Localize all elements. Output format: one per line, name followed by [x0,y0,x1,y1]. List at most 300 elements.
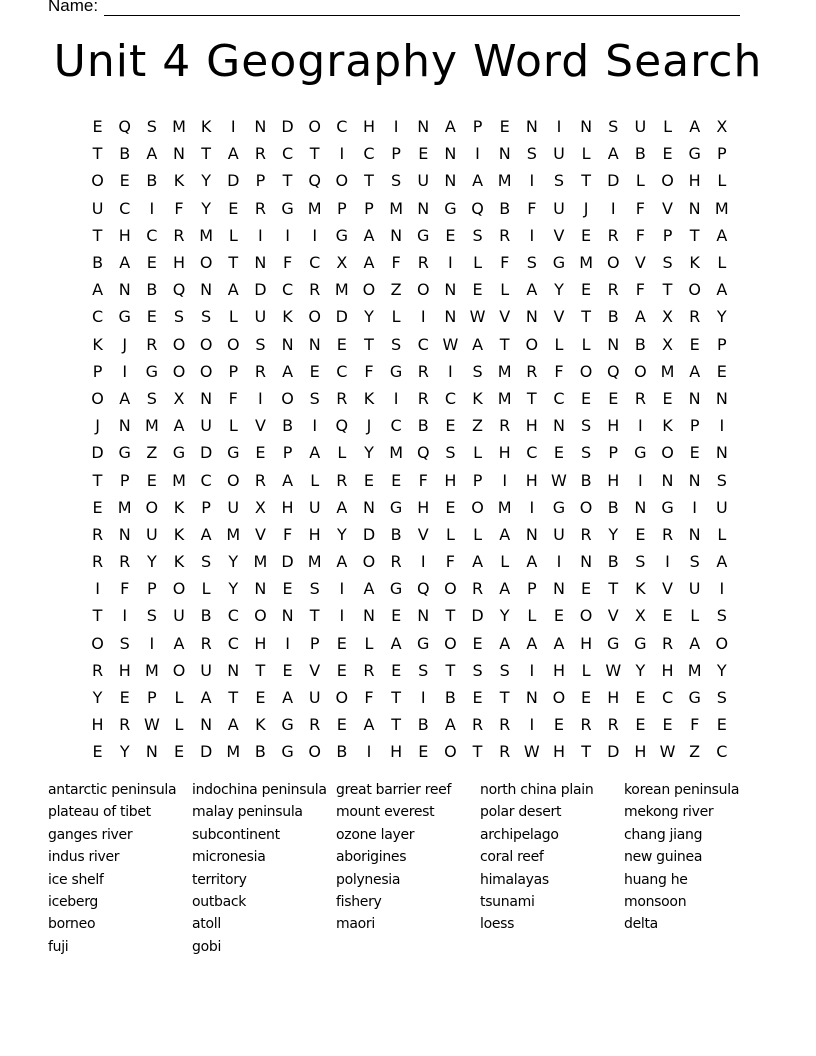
grid-letter[interactable]: G [417,633,430,653]
grid-letter[interactable]: A [227,144,239,164]
grid-letter[interactable]: D [281,117,294,137]
grid-letter[interactable]: A [607,144,619,164]
grid-letter[interactable]: T [255,660,266,680]
grid-letter[interactable]: K [662,416,673,436]
grid-letter[interactable]: H [498,443,511,463]
grid-letter[interactable]: I [339,579,345,599]
grid-letter[interactable]: K [635,579,646,599]
grid-letter[interactable]: B [254,742,266,762]
grid-letter[interactable]: U [688,579,701,599]
grid-letter[interactable]: O [145,497,159,517]
grid-letter[interactable]: E [445,416,456,436]
grid-letter[interactable]: V [607,606,619,626]
grid-letter[interactable]: I [719,416,725,436]
grid-letter[interactable]: U [145,524,158,544]
grid-letter[interactable]: E [363,470,375,490]
grid-letter[interactable]: L [690,606,700,626]
grid-letter[interactable]: N [552,416,565,436]
grid-letter[interactable]: U [173,606,185,626]
grid-letter[interactable]: B [92,253,104,273]
grid-letter[interactable]: Y [716,307,727,327]
grid-letter[interactable]: G [389,361,403,381]
grid-letter[interactable]: R [499,225,511,245]
grid-letter[interactable]: N [145,742,158,762]
grid-letter[interactable]: A [119,388,131,408]
grid-letter[interactable]: L [228,416,238,436]
grid-letter[interactable]: G [281,715,294,735]
grid-letter[interactable]: H [552,742,565,762]
grid-letter[interactable]: Y [554,280,564,300]
grid-letter[interactable]: E [336,715,347,735]
grid-letter[interactable]: R [92,552,104,572]
grid-letter[interactable]: M [660,361,675,381]
grid-letter[interactable]: O [525,334,539,354]
grid-letter[interactable]: U [254,307,267,327]
grid-letter[interactable]: B [607,307,619,327]
grid-letter[interactable]: I [339,606,345,626]
grid-letter[interactable]: B [417,715,429,735]
grid-letter[interactable]: I [258,225,263,245]
grid-letter[interactable]: A [526,552,538,572]
grid-letter[interactable]: T [499,688,510,708]
grid-letter[interactable]: R [499,715,511,735]
grid-letter[interactable]: O [308,742,321,762]
grid-letter[interactable]: A [689,117,701,137]
grid-letter[interactable]: T [472,742,483,762]
grid-letter[interactable]: P [309,633,320,653]
grid-letter[interactable]: L [473,253,482,273]
grid-letter[interactable]: O [715,633,729,653]
grid-letter[interactable]: L [527,606,537,626]
grid-letter[interactable]: R [119,552,131,572]
grid-letter[interactable]: R [336,470,348,490]
grid-letter[interactable]: M [172,117,186,137]
grid-letter[interactable]: I [149,633,155,653]
grid-letter[interactable]: B [336,742,348,762]
grid-letter[interactable]: E [445,225,456,245]
grid-letter[interactable]: G [634,633,647,653]
grid-letter[interactable]: P [662,225,673,245]
grid-letter[interactable]: A [689,361,701,381]
grid-letter[interactable]: O [688,280,701,300]
grid-letter[interactable]: A [390,633,402,653]
grid-letter[interactable]: R [607,715,619,735]
grid-letter[interactable]: B [607,497,619,517]
grid-letter[interactable]: N [634,497,647,517]
grid-letter[interactable]: T [581,742,591,762]
grid-letter[interactable]: R [526,361,538,381]
grid-letter[interactable]: T [391,715,401,735]
grid-letter[interactable]: V [254,524,266,544]
grid-letter[interactable]: H [525,470,538,490]
grid-letter[interactable]: V [499,307,511,327]
grid-letter[interactable]: O [362,552,376,572]
grid-letter[interactable]: H [525,416,538,436]
grid-letter[interactable]: L [473,524,482,544]
grid-letter[interactable]: P [147,579,157,599]
grid-letter[interactable]: C [390,416,402,436]
grid-letter[interactable]: N [444,144,457,164]
grid-letter[interactable]: M [497,361,512,381]
grid-letter[interactable]: L [635,171,645,191]
grid-letter[interactable]: C [200,470,212,490]
grid-letter[interactable]: E [581,225,592,245]
grid-letter[interactable]: S [445,443,456,463]
grid-letter[interactable]: E [662,144,673,164]
grid-letter[interactable]: O [172,361,186,381]
grid-letter[interactable]: T [391,688,401,708]
grid-letter[interactable]: F [364,688,374,708]
grid-letter[interactable]: I [312,416,318,436]
grid-letter[interactable]: S [255,334,266,354]
grid-letter[interactable]: E [716,715,727,735]
grid-letter[interactable]: U [553,524,565,544]
grid-letter[interactable]: U [417,171,430,191]
grid-letter[interactable]: E [472,280,483,300]
grid-letter[interactable]: M [226,524,241,544]
grid-letter[interactable]: S [391,171,402,191]
grid-letter[interactable]: O [661,443,674,463]
grid-letter[interactable]: K [173,552,185,572]
grid-letter[interactable]: R [254,198,266,218]
grid-letter[interactable]: T [581,171,591,191]
grid-letter[interactable]: I [230,117,236,137]
grid-letter[interactable]: O [226,334,240,354]
grid-letter[interactable]: E [662,606,673,626]
grid-letter[interactable]: N [580,117,593,137]
grid-letter[interactable]: O [579,606,593,626]
grid-letter[interactable]: R [661,633,674,653]
grid-letter[interactable]: S [309,579,320,599]
grid-letter[interactable]: A [716,552,728,572]
grid-letter[interactable]: E [255,688,266,708]
grid-letter[interactable]: O [172,660,186,680]
grid-letter[interactable]: C [661,688,674,708]
grid-letter[interactable]: A [472,171,484,191]
grid-letter[interactable]: I [122,361,128,381]
grid-letter[interactable]: I [502,470,508,490]
grid-letter[interactable]: O [199,253,213,273]
grid-letter[interactable]: R [309,280,321,300]
grid-letter[interactable]: O [91,171,104,191]
grid-letter[interactable]: W [659,742,676,762]
grid-letter[interactable]: P [472,117,483,137]
grid-letter[interactable]: G [118,307,131,327]
grid-letter[interactable]: A [499,633,511,653]
grid-letter[interactable]: U [715,497,728,517]
grid-letter[interactable]: S [146,117,157,137]
grid-letter[interactable]: O [416,280,430,300]
grid-letter[interactable]: N [525,524,538,544]
grid-letter[interactable]: C [444,388,456,408]
grid-letter[interactable]: A [526,633,538,653]
grid-letter[interactable]: U [91,198,104,218]
grid-letter[interactable]: J [366,416,372,436]
grid-letter[interactable]: N [254,579,267,599]
grid-letter[interactable]: N [688,470,701,490]
grid-letter[interactable]: A [363,253,375,273]
grid-letter[interactable]: T [445,606,456,626]
grid-letter[interactable]: F [445,552,455,572]
grid-letter[interactable]: M [579,253,593,273]
grid-letter[interactable]: L [364,633,374,653]
grid-letter[interactable]: I [529,715,535,735]
grid-letter[interactable]: K [472,388,483,408]
grid-letter[interactable]: E [255,443,266,463]
grid-letter[interactable]: W [469,307,486,327]
grid-letter[interactable]: O [199,361,213,381]
grid-letter[interactable]: O [308,117,321,137]
grid-letter[interactable]: Y [201,198,212,218]
grid-letter[interactable]: N [200,280,213,300]
name-field[interactable] [48,0,740,16]
grid-letter[interactable]: S [173,307,185,327]
grid-letter[interactable]: O [172,579,186,599]
grid-letter[interactable]: P [337,198,347,218]
grid-letter[interactable]: D [254,280,267,300]
grid-letter[interactable]: G [661,497,674,517]
grid-letter[interactable]: M [497,171,512,191]
grid-letter[interactable]: E [716,361,727,381]
grid-letter[interactable]: H [417,497,430,517]
grid-letter[interactable]: M [714,198,729,218]
grid-letter[interactable]: R [689,307,701,327]
grid-letter[interactable]: U [227,497,240,517]
grid-letter[interactable]: F [635,198,645,218]
grid-letter[interactable]: Y [608,524,619,544]
grid-letter[interactable]: X [634,606,646,626]
grid-letter[interactable]: A [716,280,728,300]
grid-letter[interactable]: O [199,334,213,354]
grid-letter[interactable]: N [607,334,620,354]
grid-letter[interactable]: G [688,688,701,708]
grid-letter[interactable]: L [228,225,238,245]
grid-letter[interactable]: H [308,524,321,544]
grid-letter[interactable]: N [444,171,457,191]
grid-letter[interactable]: I [393,117,399,137]
grid-letter[interactable]: O [579,497,593,517]
grid-letter[interactable]: N [254,117,267,137]
grid-letter[interactable]: R [309,715,321,735]
grid-letter[interactable]: W [605,660,622,680]
grid-letter[interactable]: N [281,606,294,626]
grid-letter[interactable]: I [719,579,725,599]
grid-letter[interactable]: V [634,253,646,273]
grid-letter[interactable]: I [122,606,128,626]
grid-letter[interactable]: X [716,117,728,137]
grid-letter[interactable]: E [282,579,293,599]
grid-letter[interactable]: N [417,117,430,137]
grid-letter[interactable]: E [553,443,565,463]
grid-letter[interactable]: U [308,497,321,517]
grid-letter[interactable]: G [145,361,159,381]
grid-letter[interactable]: E [146,307,157,327]
grid-letter[interactable]: K [255,715,266,735]
grid-letter[interactable]: N [200,388,213,408]
grid-letter[interactable]: G [634,443,647,463]
grid-letter[interactable]: E [391,470,402,490]
grid-letter[interactable]: H [118,225,131,245]
grid-letter[interactable]: M [172,470,186,490]
grid-letter[interactable]: H [172,253,185,273]
grid-letter[interactable]: M [687,660,702,680]
grid-letter[interactable]: R [119,715,131,735]
grid-letter[interactable]: P [282,443,293,463]
grid-letter[interactable]: A [282,470,294,490]
grid-letter[interactable]: B [444,688,456,708]
grid-letter[interactable]: T [92,225,103,245]
grid-letter[interactable]: S [526,144,537,164]
grid-letter[interactable]: R [92,524,104,544]
grid-letter[interactable]: A [716,225,728,245]
grid-letter[interactable]: G [389,497,403,517]
grid-letter[interactable]: S [689,552,700,572]
grid-letter[interactable]: S [472,361,483,381]
grid-letter[interactable]: R [363,660,375,680]
grid-letter[interactable]: I [366,742,372,762]
grid-letter[interactable]: B [580,470,592,490]
grid-letter[interactable]: A [200,524,212,544]
grid-letter[interactable]: A [444,117,456,137]
grid-letter[interactable]: B [634,144,646,164]
grid-letter[interactable]: X [173,388,185,408]
grid-letter[interactable]: R [661,524,674,544]
grid-letter[interactable]: A [282,361,294,381]
grid-letter[interactable]: F [228,388,238,408]
grid-letter[interactable]: A [336,497,348,517]
grid-letter[interactable]: U [200,416,212,436]
grid-letter[interactable]: O [634,361,647,381]
grid-letter[interactable]: N [688,388,701,408]
grid-letter[interactable]: G [444,198,457,218]
grid-letter[interactable]: L [717,171,727,191]
grid-letter[interactable]: V [309,660,321,680]
grid-letter[interactable]: K [173,497,185,517]
grid-letter[interactable]: V [254,416,266,436]
grid-letter[interactable]: L [717,524,727,544]
grid-letter[interactable]: R [417,361,429,381]
grid-letter[interactable]: W [523,742,540,762]
grid-letter[interactable]: M [117,497,132,517]
grid-letter[interactable]: R [254,361,266,381]
grid-letter[interactable]: M [144,416,159,436]
grid-letter[interactable]: H [118,660,131,680]
grid-letter[interactable]: G [607,633,620,653]
grid-letter[interactable]: Y [201,171,212,191]
grid-letter[interactable]: R [580,715,592,735]
grid-letter[interactable]: U [634,117,647,137]
grid-letter[interactable]: X [662,334,673,354]
grid-letter[interactable]: K [689,253,700,273]
grid-letter[interactable]: T [201,144,212,164]
grid-letter[interactable]: T [608,579,619,599]
grid-letter[interactable]: A [282,688,294,708]
grid-letter[interactable]: G [417,225,430,245]
grid-letter[interactable]: E [662,388,673,408]
grid-letter[interactable]: E [418,742,429,762]
grid-letter[interactable]: I [448,253,453,273]
grid-letter[interactable]: A [526,280,538,300]
grid-letter[interactable]: U [200,660,212,680]
grid-letter[interactable]: A [200,688,212,708]
grid-letter[interactable]: D [607,171,620,191]
grid-letter[interactable]: S [635,552,646,572]
grid-letter[interactable]: R [173,225,185,245]
grid-letter[interactable]: M [253,552,268,572]
grid-letter[interactable]: T [228,253,239,273]
grid-letter[interactable]: H [661,660,674,680]
grid-letter[interactable]: C [281,280,294,300]
grid-letter[interactable]: O [335,171,349,191]
grid-letter[interactable]: E [173,742,185,762]
grid-letter[interactable]: N [200,715,213,735]
name-underline[interactable] [104,0,740,16]
grid-letter[interactable]: Y [228,579,239,599]
grid-letter[interactable]: R [336,388,348,408]
grid-letter[interactable]: I [692,497,698,517]
grid-letter[interactable]: N [688,198,701,218]
grid-letter[interactable]: L [337,443,347,463]
grid-letter[interactable]: E [418,144,429,164]
grid-letter[interactable]: S [553,171,565,191]
grid-letter[interactable]: E [608,388,619,408]
grid-letter[interactable]: E [282,660,293,680]
grid-letter[interactable]: C [553,388,565,408]
grid-letter[interactable]: E [472,688,483,708]
grid-letter[interactable]: Z [689,742,701,762]
grid-letter[interactable]: A [227,280,239,300]
grid-letter[interactable]: P [364,198,374,218]
grid-letter[interactable]: E [635,715,646,735]
grid-letter[interactable]: H [281,497,294,517]
grid-letter[interactable]: A [472,552,484,572]
grid-letter[interactable]: E [635,524,646,544]
grid-letter[interactable]: D [199,742,213,762]
grid-letter[interactable]: F [418,470,428,490]
grid-letter[interactable]: L [310,470,320,490]
grid-letter[interactable]: N [444,307,457,327]
grid-letter[interactable]: D [281,552,294,572]
grid-letter[interactable]: Y [499,606,510,626]
grid-letter[interactable]: I [285,225,290,245]
grid-letter[interactable]: C [281,144,294,164]
grid-letter[interactable]: N [227,660,240,680]
grid-letter[interactable]: T [364,334,374,354]
grid-letter[interactable]: P [608,443,619,463]
grid-letter[interactable]: S [119,633,130,653]
grid-letter[interactable]: C [309,253,321,273]
grid-letter[interactable]: P [228,361,239,381]
grid-letter[interactable]: M [226,742,241,762]
grid-letter[interactable]: E [391,606,402,626]
grid-letter[interactable]: S [608,117,619,137]
grid-letter[interactable]: L [581,334,591,354]
grid-letter[interactable]: H [362,117,375,137]
grid-letter[interactable]: P [92,361,103,381]
grid-letter[interactable]: T [309,144,320,164]
grid-letter[interactable]: R [254,144,266,164]
grid-letter[interactable]: S [472,225,483,245]
grid-letter[interactable]: O [308,307,321,327]
grid-letter[interactable]: R [471,715,484,735]
grid-letter[interactable]: Q [416,579,430,599]
grid-letter[interactable]: D [362,524,376,544]
grid-letter[interactable]: R [607,225,619,245]
grid-letter[interactable]: F [527,198,537,218]
grid-letter[interactable]: O [281,388,294,408]
grid-letter[interactable]: A [173,633,185,653]
grid-letter[interactable]: I [529,171,535,191]
